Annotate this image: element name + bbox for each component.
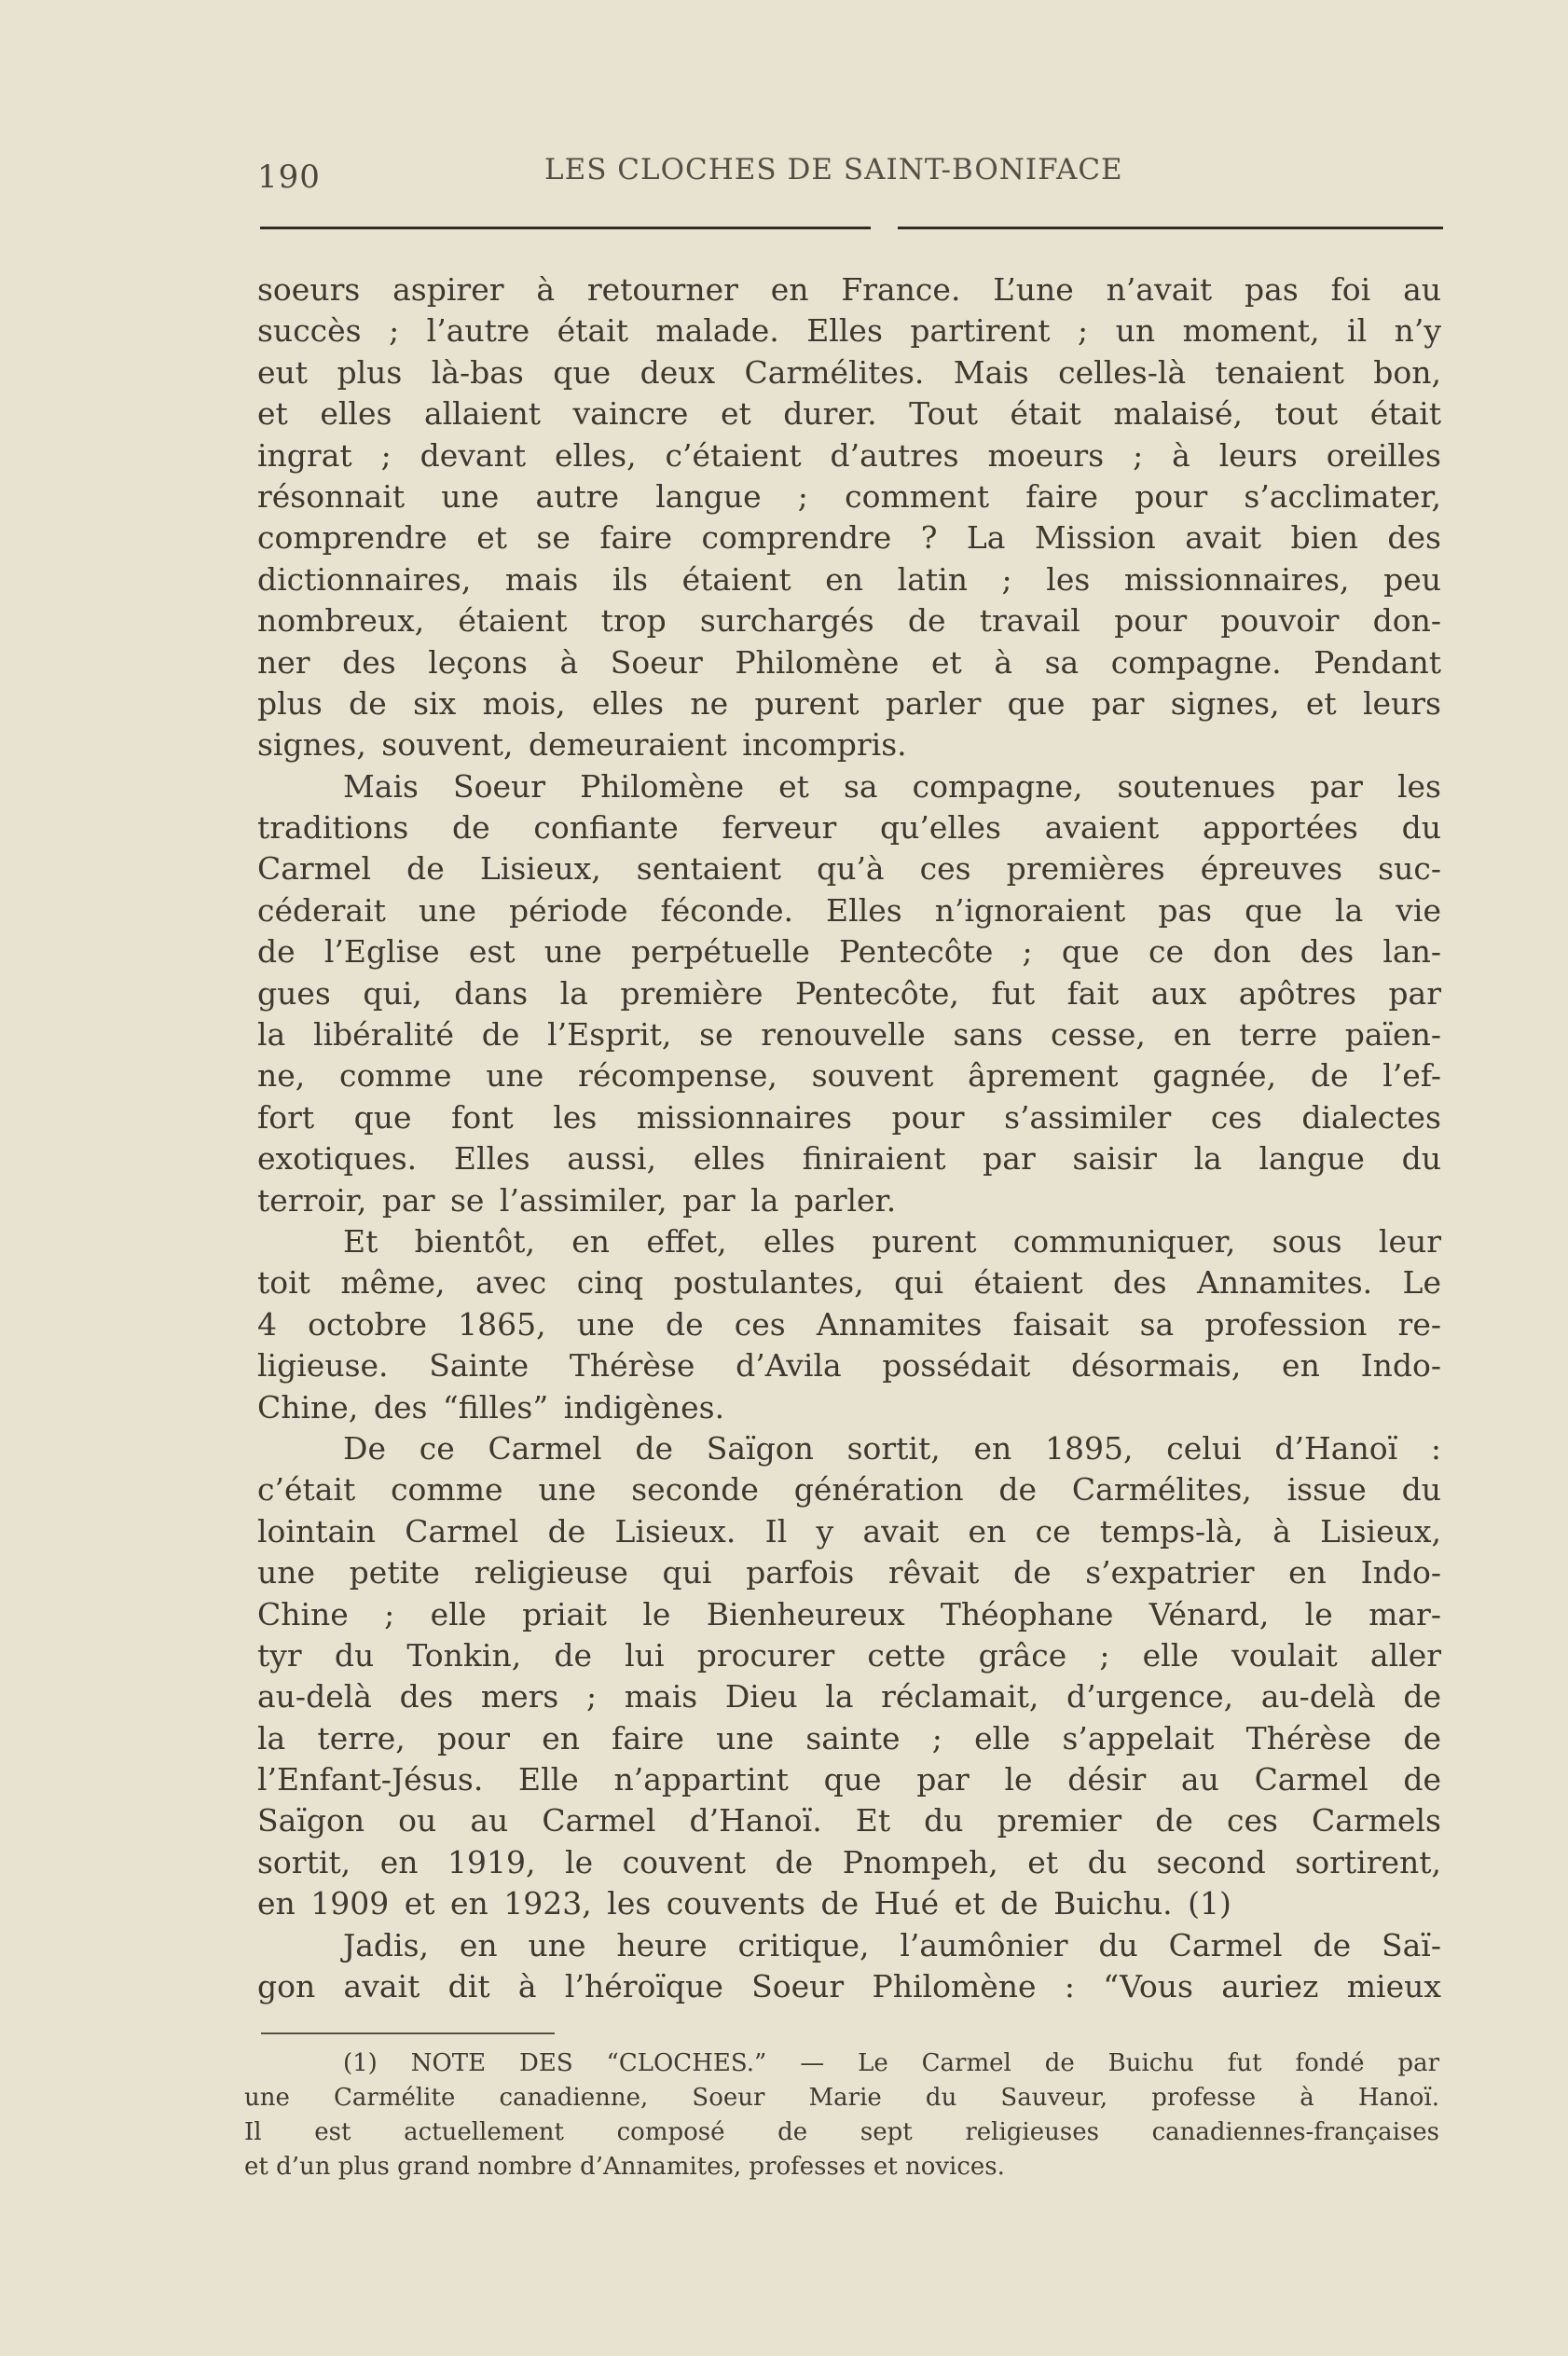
text-line: tyr du Tonkin, de lui procurer cette grâce ; elle voulait aller	[257, 1636, 1441, 1674]
text-line: exotiques. Elles aussi, elles finiraient par saisir la langue du	[257, 1140, 1441, 1178]
text-line: ne, comme une récompense, souvent âprement gagnée, de l’ef-	[257, 1057, 1441, 1095]
text-line: fort que font les missionnaires pour s’assimiler ces dialectes	[257, 1098, 1441, 1136]
text-line: la terre, pour en faire une sainte ; elle s’appelait Thérèse de	[257, 1719, 1441, 1757]
text-line: ligieuse. Sainte Thérèse d’Avila possédait désormais, en Indo-	[257, 1347, 1441, 1385]
page-number: 190	[257, 158, 321, 196]
text-line: signes, souvent, demeuraient incompris.	[257, 726, 907, 764]
footnote-line: (1) NOTE DES “CLOCHES.” — Le Carmel de Buichu fut fondé par	[343, 2049, 1439, 2077]
text-line: plus de six mois, elles ne purent parler que par signes, et leurs	[257, 684, 1441, 722]
text-line: dictionnaires, mais ils étaient en latin ; les missionnaires, peu	[257, 560, 1441, 598]
footnotes	[244, 2046, 1439, 2184]
footnote-rule	[261, 2032, 555, 2034]
text-line: ingrat ; devant elles, c’étaient d’autres moeurs ; à leurs oreilles	[257, 436, 1441, 474]
text-line: gues qui, dans la première Pentecôte, fut fait aux apôtres par	[257, 974, 1441, 1012]
text-line: céderait une période féconde. Elles n’ignoraient pas que la vie	[257, 891, 1441, 929]
paragraph-start-line: Et bientôt, en effet, elles purent communiquer, sous leur	[343, 1222, 1441, 1260]
text-line: c’était comme une seconde génération de Carmélites, issue du	[257, 1471, 1441, 1509]
header-rule-left	[260, 227, 871, 229]
text-line: de l’Eglise est une perpétuelle Pentecôte ; que ce don des lan-	[257, 933, 1441, 971]
text-line: gon avait dit à l’héroïque Soeur Philomène : “Vous auriez mieux	[257, 1968, 1441, 2005]
text-line: au-delà des mers ; mais Dieu la réclamait, d’urgence, au-delà de	[257, 1678, 1441, 1715]
text-line: Chine ; elle priait le Bienheureux Théophane Vénard, le mar-	[257, 1595, 1441, 1633]
text-line: toit même, avec cinq postulantes, qui étaient des Annamites. Le	[257, 1264, 1441, 1302]
text-line: Chine, des “filles” indigènes.	[257, 1388, 725, 1426]
text-line: terroir, par se l’assimiler, par la parler.	[257, 1181, 897, 1219]
footnote-line: une Carmélite canadienne, Soeur Marie du Sauveur, professe à Hanoï.	[244, 2084, 1439, 2112]
text-line: sortit, en 1919, le couvent de Pnompeh, et du second sortirent,	[257, 1843, 1441, 1881]
text-line: l’Enfant-Jésus. Elle n’appartint que par le désir au Carmel de	[257, 1761, 1441, 1798]
paragraph-start-line: De ce Carmel de Saïgon sortit, en 1895, celui d’Hanoï :	[343, 1429, 1441, 1467]
text-line: comprendre et se faire comprendre ? La Mission avait bien des	[257, 519, 1441, 557]
text-line: en 1909 et en 1923, les couvents de Hué et de Buichu. (1)	[257, 1885, 1231, 1922]
text-line: Carmel de Lisieux, sentaient qu’à ces premières épreuves suc-	[257, 850, 1441, 888]
paragraph-start-line: Jadis, en une heure critique, l’aumônier du Carmel de Saï-	[343, 1926, 1441, 1963]
footnote-line: et d’un plus grand nombre d’Annamites, professes et novices.	[244, 2153, 1005, 2181]
body-text	[257, 269, 1441, 2007]
text-line: ner des leçons à Soeur Philomène et à sa compagne. Pendant	[257, 643, 1441, 681]
running-title: LES CLOCHES DE SAINT-BONIFACE	[544, 153, 1123, 186]
header-rule-right	[898, 227, 1443, 229]
text-line: nombreux, étaient trop surchargés de travail pour pouvoir don-	[257, 602, 1441, 640]
text-line: la libéralité de l’Esprit, se renouvelle sans cesse, en terre païen-	[257, 1016, 1441, 1054]
footnote-line: Il est actuellement composé de sept religieuses canadiennes-françaises	[244, 2118, 1439, 2146]
text-line: lointain Carmel de Lisieux. Il y avait en ce temps-là, à Lisieux,	[257, 1512, 1441, 1550]
text-line: Saïgon ou au Carmel d’Hanoï. Et du premier de ces Carmels	[257, 1802, 1441, 1839]
text-line: soeurs aspirer à retourner en France. L’une n’avait pas foi au	[257, 271, 1441, 308]
text-line: et elles allaient vaincre et durer. Tout était malaisé, tout était	[257, 395, 1441, 433]
text-line: 4 octobre 1865, une de ces Annamites faisait sa profession re-	[257, 1305, 1441, 1343]
page-header	[257, 149, 1441, 205]
text-line: succès ; l’autre était malade. Elles partirent ; un moment, il n’y	[257, 312, 1441, 350]
text-line: résonnait une autre langue ; comment faire pour s’acclimater,	[257, 477, 1441, 515]
text-line: eut plus là-bas que deux Carmélites. Mais celles-là tenaient bon,	[257, 353, 1441, 391]
paragraph-start-line: Mais Soeur Philomène et sa compagne, soutenues par les	[343, 767, 1441, 805]
text-line: traditions de confiante ferveur qu’elles avaient apportées du	[257, 809, 1441, 847]
text-line: une petite religieuse qui parfois rêvait de s’expatrier en Indo-	[257, 1554, 1441, 1591]
